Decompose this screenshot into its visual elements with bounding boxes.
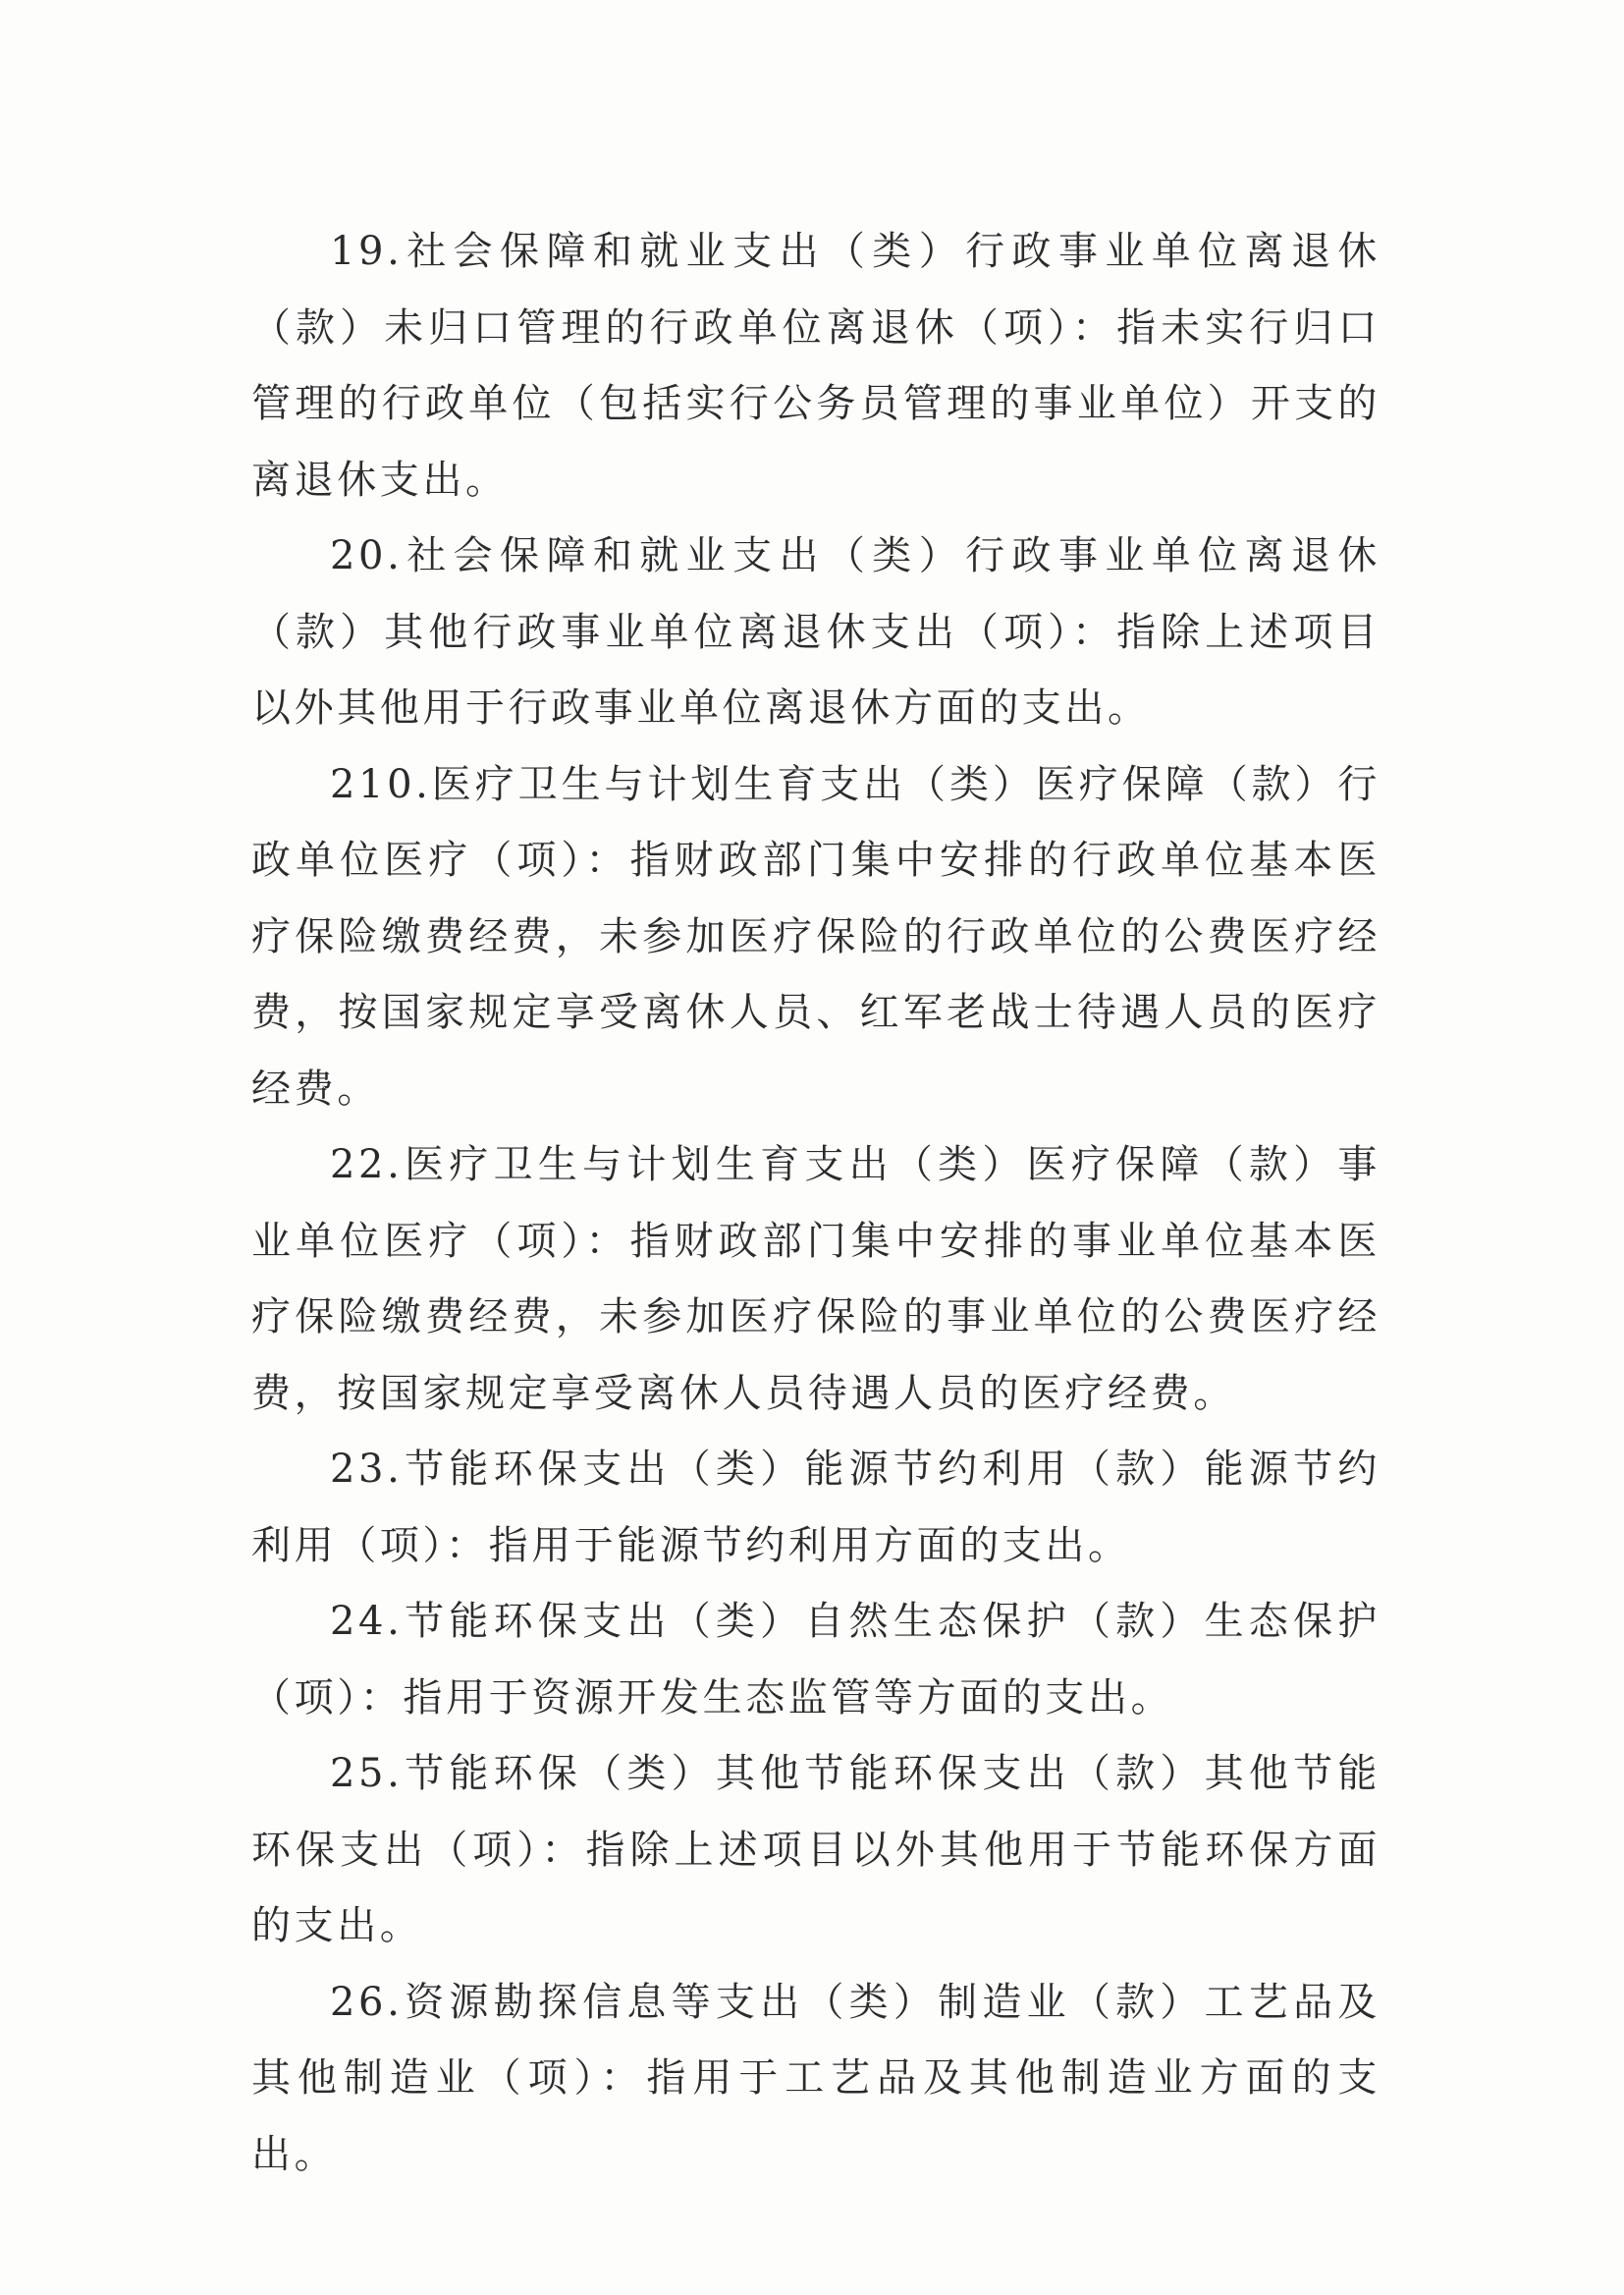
paragraph-item-23: 23.节能环保支出（类）能源节约利用（款）能源节约利用（项）：指用于能源节约利用方面的支出。 xyxy=(251,1447,1380,1568)
paragraph-item-20: 20.社会保障和就业支出（类）行政事业单位离退休（款）其他行政事业单位离退休支出（项）：指除上述项目以外其他用于行政事业单位离退休方面的支出。 xyxy=(251,533,1380,731)
paragraph-item-26: 26.资源勘探信息等支出（类）制造业（款）工艺品及其他制造业（项）：指用于工艺品及其他制造业方面的支出。 xyxy=(251,1979,1380,2177)
paragraph-item-24: 24.节能环保支出（类）自然生态保护（款）生态保护（项）：指用于资源开发生态监管等方面的支出。 xyxy=(251,1599,1380,1721)
document-body xyxy=(251,214,1380,2193)
paragraph-item-22: 22.医疗卫生与计划生育支出（类）医疗保障（款）事业单位医疗（项）：指财政部门集中安排的事业单位基本医疗保险缴费经费，未参加医疗保险的事业单位的公费医疗经费，按国家规定享受离休人员待遇人员的医疗经费。 xyxy=(251,1142,1380,1416)
paragraph-item-210: 210.医疗卫生与计划生育支出（类）医疗保障（款）行政单位医疗（项）：指财政部门集中安排的行政单位基本医疗保险缴费经费，未参加医疗保险的行政单位的公费医疗经费，按国家规定享受离休人员、红军老战士待遇人员的医疗经费。 xyxy=(251,761,1380,1112)
paragraph-item-25: 25.节能环保（类）其他节能环保支出（款）其他节能环保支出（项）：指除上述项目以外其他用于节能环保方面的支出。 xyxy=(251,1751,1380,1948)
paragraph-item-19: 19.社会保障和就业支出（类）行政事业单位离退休（款）未归口管理的行政单位离退休（项）：指未实行归口管理的行政单位（包括实行公务员管理的事业单位）开支的离退休支出。 xyxy=(251,229,1380,503)
